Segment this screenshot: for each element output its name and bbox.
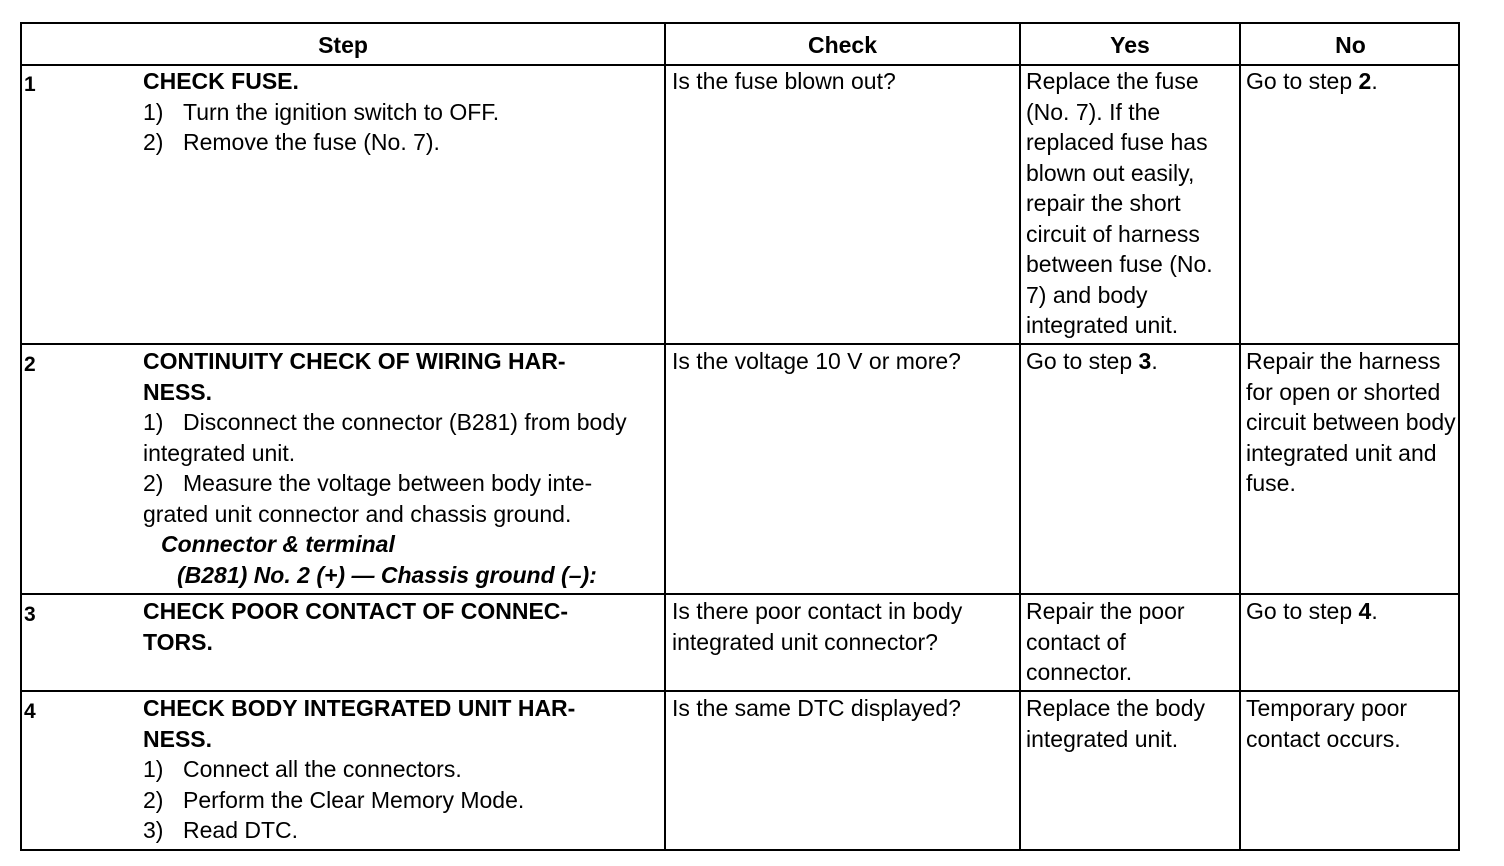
- step-number: 2: [24, 353, 36, 376]
- step-item: 2) Perform the Clear Memory Mode.: [143, 786, 525, 813]
- step-item: 1) Connect all the connectors.: [143, 756, 462, 782]
- yes-text: Go to step 3.: [1026, 348, 1158, 374]
- step-title: CHECK FUSE.: [143, 68, 299, 94]
- row-divider: [22, 593, 1458, 595]
- header-yes: Yes: [1110, 32, 1150, 58]
- no-text: Repair the harness for open or shorted circuit between body integrated unit and fuse.: [1246, 348, 1456, 496]
- no-text: Temporary poor contact occurs.: [1246, 695, 1408, 752]
- step-description: [143, 693, 658, 846]
- step-item: grated unit connector and chassis ground.: [143, 500, 572, 527]
- step-number: 4: [24, 700, 36, 723]
- step-item: 3) Read DTC.: [143, 817, 299, 843]
- no-text: Go to step 4.: [1246, 598, 1378, 624]
- check-text: Is there poor contact in body integrated unit connector?: [672, 598, 963, 655]
- header-no: No: [1335, 32, 1366, 58]
- step-title: NESS.: [143, 378, 213, 405]
- step-item: 1) Turn the ignition switch to OFF.: [143, 98, 500, 125]
- column-divider: [1019, 24, 1021, 849]
- step-number: 3: [24, 603, 36, 626]
- step-item: 2) Remove the fuse (No. 7).: [143, 129, 440, 155]
- diagnostic-table: [20, 22, 1460, 851]
- step-description: [143, 346, 658, 590]
- row-divider: [22, 690, 1458, 692]
- yes-text: Repair the poor contact of connector.: [1026, 598, 1185, 685]
- check-text: Is the voltage 10 V or more?: [672, 348, 961, 374]
- header-check: Check: [807, 32, 878, 58]
- step-title: CHECK BODY INTEGRATED UNIT HAR-: [143, 695, 576, 721]
- step-description: [143, 66, 658, 158]
- column-divider: [664, 24, 666, 849]
- step-title: NESS.: [143, 725, 213, 752]
- row-divider: [22, 343, 1458, 345]
- column-divider: [1239, 24, 1241, 849]
- header-step: Step: [318, 32, 368, 58]
- no-text: Go to step 2.: [1246, 68, 1378, 94]
- step-item: 2) Measure the voltage between body inte-: [143, 470, 593, 496]
- step-item: 1) Disconnect the connector (B281) from body: [143, 409, 627, 435]
- check-text: Is the same DTC displayed?: [672, 695, 961, 721]
- step-title: CONTINUITY CHECK OF WIRING HAR-: [143, 348, 566, 374]
- spec-label: Connector & terminal: [161, 531, 395, 557]
- spec-value: (B281) No. 2 (+) — Chassis ground (–):: [177, 561, 597, 588]
- yes-text: Replace the body integrated unit.: [1026, 695, 1206, 752]
- step-title: TORS.: [143, 628, 213, 655]
- step-item: integrated unit.: [143, 439, 296, 466]
- step-number: 1: [24, 73, 36, 96]
- check-text: Is the fuse blown out?: [672, 68, 896, 94]
- step-title: CHECK POOR CONTACT OF CONNEC-: [143, 598, 569, 624]
- step-description: [143, 596, 658, 657]
- yes-text: Replace the fuse (No. 7). If the replaced fuse has blown out easily, repair the short circuit of harness between fuse (No. 7) and body integrated unit.: [1026, 68, 1213, 338]
